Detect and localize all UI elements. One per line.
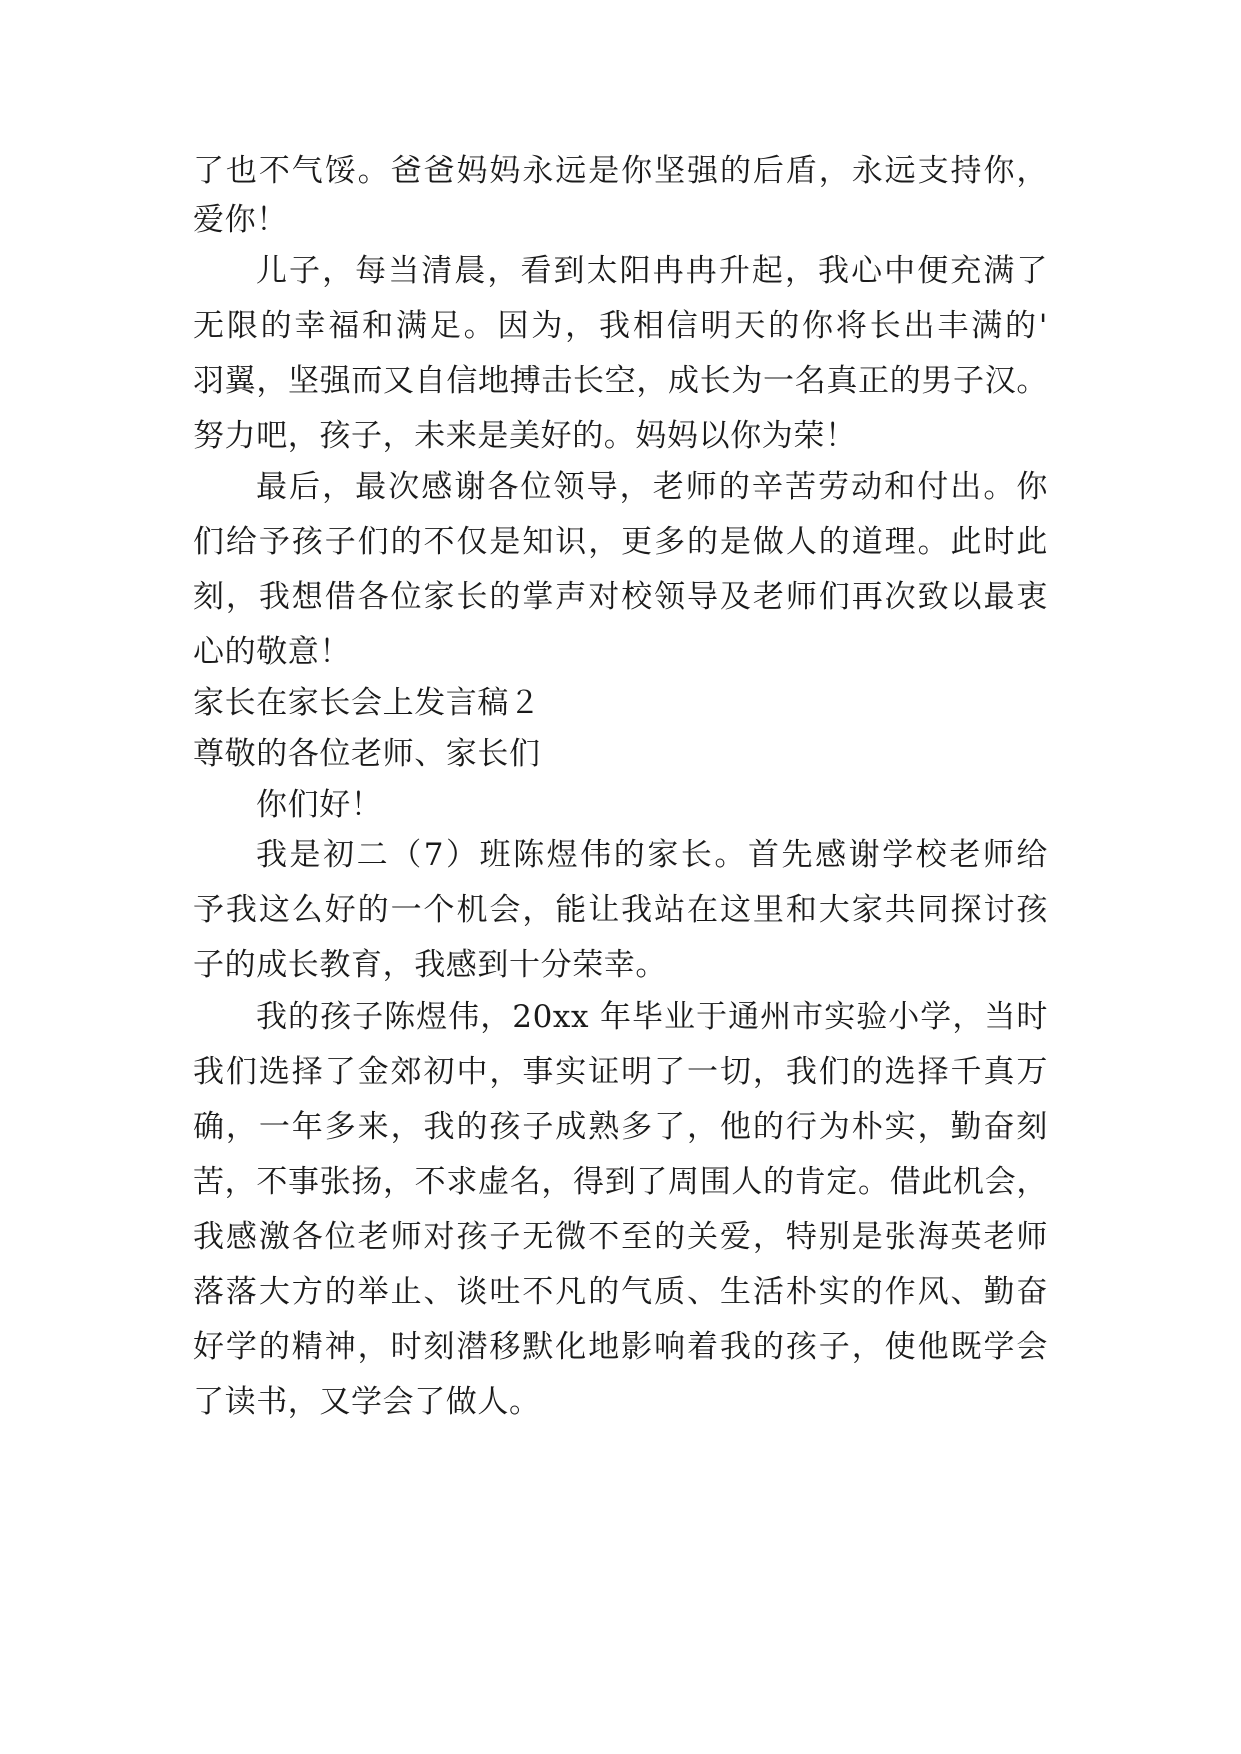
body-text-line: 好学的精神，时刻潜移默化地影响着我的孩子，使他既学会: [193, 1329, 1048, 1365]
body-text-line: 心的敬意！: [193, 634, 351, 670]
body-text-line: 刻，我想借各位家长的掌声对校领导及老师们再次致以最衷: [193, 579, 1048, 615]
body-text-line: 们给予孩子们的不仅是知识，更多的是做人的道理。此时此: [193, 524, 1048, 560]
body-text-line: 子的成长教育，我感到十分荣幸。: [193, 947, 667, 983]
salutation: 尊敬的各位老师、家长们: [193, 736, 541, 772]
section-title: 家长在家长会上发言稿２: [193, 685, 541, 721]
body-text-line: 羽翼，坚强而又自信地搏击长空，成长为一名真正的男子汉。: [193, 363, 1048, 399]
paragraph-first-line: 儿子，每当清晨，看到太阳冉冉升起，我心中便充满了: [256, 253, 1048, 289]
body-text-line: 予我这么好的一个机会，能让我站在这里和大家共同探讨孩: [193, 892, 1048, 928]
body-text-line: 爱你！: [193, 202, 288, 238]
paragraph-first-line: 最后，最次感谢各位领导，老师的辛苦劳动和付出。你: [256, 469, 1048, 505]
paragraph-first-line: 我的孩子陈煜伟，20xx 年毕业于通州市实验小学，当时: [256, 999, 1048, 1035]
paragraph-first-line: 我是初二（7）班陈煜伟的家长。首先感谢学校老师给: [256, 837, 1048, 873]
body-text-line: 落落大方的举止、谈吐不凡的气质、生活朴实的作风、勤奋: [193, 1274, 1048, 1310]
body-text-line: 无限的幸福和满足。因为，我相信明天的你将长出丰满的': [193, 308, 1048, 344]
body-text-line: 确，一年多来，我的孩子成熟多了，他的行为朴实，勤奋刻: [193, 1109, 1048, 1145]
greeting: 你们好！: [256, 787, 383, 823]
body-text-line: 我们选择了金郊初中，事实证明了一切，我们的选择千真万: [193, 1054, 1048, 1090]
body-text-line: 苦，不事张扬，不求虚名，得到了周围人的肯定。借此机会，: [193, 1164, 1048, 1200]
body-text-line: 了也不气馁。爸爸妈妈永远是你坚强的后盾，永远支持你，: [193, 153, 1048, 189]
body-text-line: 我感激各位老师对孩子无微不至的关爱，特别是张海英老师: [193, 1219, 1048, 1255]
body-text-line: 了读书，又学会了做人。: [193, 1384, 541, 1420]
body-text-line: 努力吧，孩子，未来是美好的。妈妈以你为荣！: [193, 418, 857, 454]
